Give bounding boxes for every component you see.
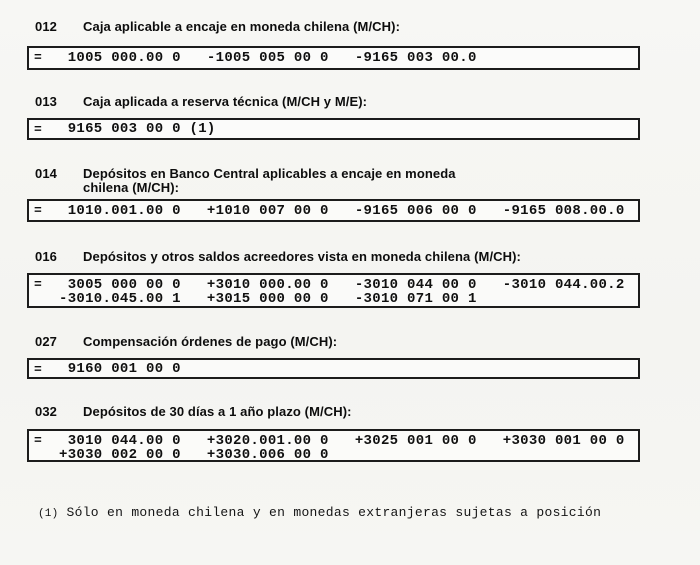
formula-lines: 9160 001 00 0: [59, 361, 181, 377]
item-heading-016: [35, 250, 521, 264]
item-heading-032: [35, 405, 352, 419]
formula-lines: 1005 000.00 0 -1005 005 00 0 -9165 003 00.0: [59, 50, 477, 66]
equals-sign: =: [34, 433, 42, 448]
item-title: Caja aplicada a reserva técnica (M/CH y M/E):: [83, 94, 368, 109]
equals-sign: =: [34, 277, 42, 292]
formula-box-012: [27, 46, 640, 70]
item-heading-013: [35, 95, 367, 109]
equals-sign: =: [34, 203, 42, 218]
item-heading-014: [35, 167, 456, 194]
item-code: 032: [35, 404, 57, 419]
item-title: Compensación órdenes de pago (M/CH):: [83, 334, 338, 349]
formula-box-014: [27, 199, 640, 222]
formula-lines: 3010 044.00 0 +3020.001.00 0 +3025 001 00 0 +3030 001 00 0 +3030 002 00 0 +3030.006 00 0: [59, 433, 625, 463]
item-code: 012: [35, 19, 57, 34]
footnote-marker: (1): [38, 508, 59, 520]
formula-lines: 3005 000 00 0 +3010 000.00 0 -3010 044 00 0 -3010 044.00.2 -3010.045.00 1 +3015 000 00 0 -3010 071 00 1: [59, 277, 625, 307]
item-code: 016: [35, 249, 57, 264]
footnote: [38, 505, 601, 522]
formula-box-016: [27, 273, 640, 308]
item-code: 014: [35, 166, 57, 181]
item-heading-012: [35, 20, 400, 34]
item-title: Depósitos de 30 días a 1 año plazo (M/CH):: [83, 404, 352, 419]
item-code: 013: [35, 94, 57, 109]
item-title: Depósitos en Banco Central aplicables a encaje en moneda chilena (M/CH):: [83, 166, 456, 195]
item-code: 027: [35, 334, 57, 349]
formula-box-027: [27, 358, 640, 379]
equals-sign: =: [34, 122, 42, 137]
formula-lines: 9165 003 00 0 (1): [59, 121, 216, 137]
footnote-text: Sólo en moneda chilena y en monedas extranjeras sujetas a posición: [58, 505, 602, 520]
item-title: Caja aplicable a encaje en moneda chilena (M/CH):: [83, 19, 400, 34]
formula-box-013: [27, 118, 640, 140]
formula-lines: 1010.001.00 0 +1010 007 00 0 -9165 006 00 0 -9165 008.00.0: [59, 203, 625, 219]
equals-sign: =: [34, 362, 42, 377]
formula-box-032: [27, 429, 640, 462]
equals-sign: =: [34, 50, 42, 65]
item-title: Depósitos y otros saldos acreedores vista en moneda chilena (M/CH):: [83, 249, 521, 264]
item-heading-027: [35, 335, 337, 349]
